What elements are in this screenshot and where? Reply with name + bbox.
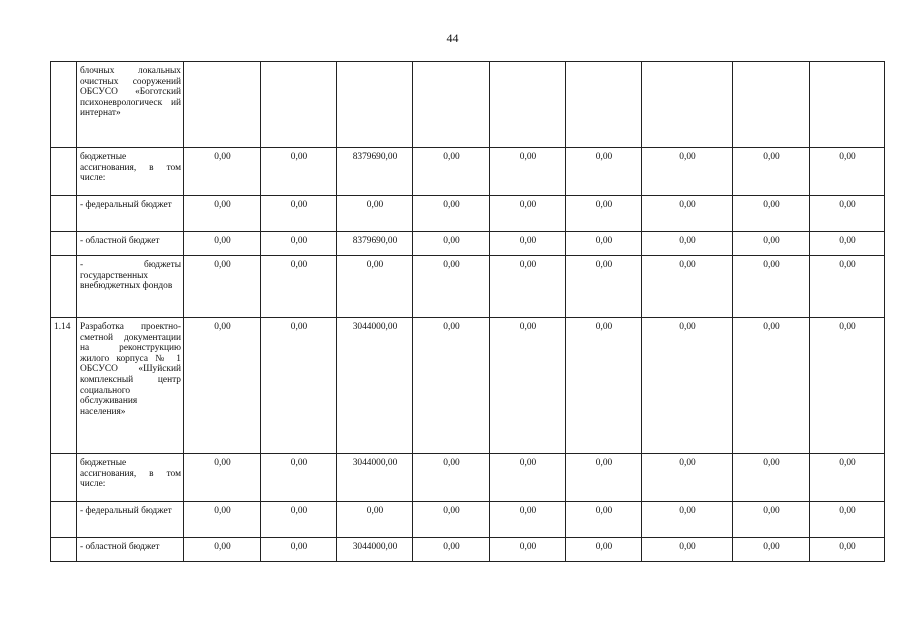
- row-number: [51, 454, 77, 502]
- value-cell: [566, 62, 642, 148]
- value-cell: 0,00: [261, 232, 337, 256]
- value-cell: 0,00: [810, 502, 885, 538]
- row-name: - федеральный бюджет: [77, 196, 184, 232]
- value-cell: 0,00: [733, 232, 810, 256]
- value-cell: 0,00: [413, 256, 490, 318]
- table-row: [51, 196, 885, 232]
- row-name: бюджетные ассигнования, в том числе:: [77, 454, 184, 502]
- table-row: [51, 148, 885, 196]
- table-row: [51, 256, 885, 318]
- value-cell: [413, 62, 490, 148]
- row-name: - областной бюджет: [77, 232, 184, 256]
- value-cell: 0,00: [490, 196, 566, 232]
- value-cell: 0,00: [413, 454, 490, 502]
- value-cell: 0,00: [184, 256, 261, 318]
- value-cell: 0,00: [733, 148, 810, 196]
- value-cell: 0,00: [490, 502, 566, 538]
- value-cell: 0,00: [261, 318, 337, 454]
- value-cell: 0,00: [642, 538, 733, 562]
- value-cell: 0,00: [810, 318, 885, 454]
- value-cell: 0,00: [642, 454, 733, 502]
- row-number: 1.14: [51, 318, 77, 454]
- value-cell: 0,00: [490, 318, 566, 454]
- value-cell: 0,00: [261, 256, 337, 318]
- value-cell: 0,00: [184, 148, 261, 196]
- row-number: [51, 196, 77, 232]
- row-name: - бюджеты государственных внебюджетных фондов: [77, 256, 184, 318]
- row-name: - областной бюджет: [77, 538, 184, 562]
- row-number: [51, 256, 77, 318]
- value-cell: 0,00: [261, 502, 337, 538]
- value-cell: 0,00: [337, 196, 413, 232]
- budget-table: [50, 61, 885, 562]
- value-cell: 0,00: [490, 538, 566, 562]
- value-cell: 0,00: [261, 196, 337, 232]
- value-cell: 8379690,00: [337, 148, 413, 196]
- value-cell: 0,00: [184, 232, 261, 256]
- value-cell: 3044000,00: [337, 454, 413, 502]
- table-row: [51, 502, 885, 538]
- value-cell: 0,00: [413, 502, 490, 538]
- value-cell: 0,00: [490, 148, 566, 196]
- value-cell: 0,00: [184, 454, 261, 502]
- value-cell: 0,00: [566, 318, 642, 454]
- value-cell: 0,00: [642, 196, 733, 232]
- value-cell: 0,00: [733, 502, 810, 538]
- value-cell: 0,00: [261, 538, 337, 562]
- value-cell: 0,00: [810, 538, 885, 562]
- value-cell: 3044000,00: [337, 318, 413, 454]
- row-name: - федеральный бюджет: [77, 502, 184, 538]
- table-row: [51, 62, 885, 148]
- value-cell: 0,00: [566, 148, 642, 196]
- value-cell: 3044000,00: [337, 538, 413, 562]
- row-number: [51, 62, 77, 148]
- page-number: 44: [446, 31, 459, 45]
- value-cell: 0,00: [642, 148, 733, 196]
- value-cell: 0,00: [733, 538, 810, 562]
- value-cell: 0,00: [413, 196, 490, 232]
- value-cell: 0,00: [413, 538, 490, 562]
- value-cell: [642, 62, 733, 148]
- value-cell: 0,00: [490, 454, 566, 502]
- row-number: [51, 148, 77, 196]
- value-cell: [733, 62, 810, 148]
- value-cell: 0,00: [566, 232, 642, 256]
- value-cell: 0,00: [413, 318, 490, 454]
- value-cell: 0,00: [490, 232, 566, 256]
- value-cell: [490, 62, 566, 148]
- value-cell: [184, 62, 261, 148]
- row-name: Разработка проектно-сметной документации на реконструкцию жилого корпуса № 1 ОБСУСО «Шуйский комплексный центр социального обслуживания населения»: [77, 318, 184, 454]
- value-cell: 0,00: [261, 148, 337, 196]
- value-cell: 0,00: [733, 256, 810, 318]
- value-cell: 0,00: [642, 232, 733, 256]
- value-cell: 0,00: [810, 454, 885, 502]
- value-cell: [261, 62, 337, 148]
- value-cell: [810, 62, 885, 148]
- value-cell: 0,00: [184, 196, 261, 232]
- value-cell: 0,00: [733, 454, 810, 502]
- row-number: [51, 538, 77, 562]
- table-row: [51, 454, 885, 502]
- value-cell: 0,00: [413, 232, 490, 256]
- value-cell: 0,00: [733, 318, 810, 454]
- value-cell: 0,00: [337, 502, 413, 538]
- value-cell: 0,00: [566, 502, 642, 538]
- value-cell: 0,00: [261, 454, 337, 502]
- value-cell: 0,00: [566, 196, 642, 232]
- row-number: [51, 502, 77, 538]
- value-cell: 8379690,00: [337, 232, 413, 256]
- value-cell: 0,00: [566, 538, 642, 562]
- value-cell: 0,00: [810, 232, 885, 256]
- value-cell: 0,00: [337, 256, 413, 318]
- value-cell: 0,00: [642, 502, 733, 538]
- row-name: бюджетные ассигнования, в том числе:: [77, 148, 184, 196]
- value-cell: 0,00: [413, 148, 490, 196]
- row-name: блочных локальных очистных сооружений ОБСУСО «Боготский психоневрологическ ий интернат»: [77, 62, 184, 148]
- value-cell: 0,00: [184, 318, 261, 454]
- table-row: [51, 538, 885, 562]
- value-cell: 0,00: [642, 256, 733, 318]
- value-cell: 0,00: [733, 196, 810, 232]
- row-number: [51, 232, 77, 256]
- table-row: [51, 232, 885, 256]
- value-cell: 0,00: [184, 538, 261, 562]
- value-cell: 0,00: [810, 148, 885, 196]
- value-cell: 0,00: [810, 256, 885, 318]
- value-cell: 0,00: [642, 318, 733, 454]
- table-row: [51, 318, 885, 454]
- value-cell: 0,00: [566, 454, 642, 502]
- value-cell: 0,00: [566, 256, 642, 318]
- value-cell: 0,00: [490, 256, 566, 318]
- value-cell: 0,00: [184, 502, 261, 538]
- value-cell: 0,00: [810, 196, 885, 232]
- value-cell: [337, 62, 413, 148]
